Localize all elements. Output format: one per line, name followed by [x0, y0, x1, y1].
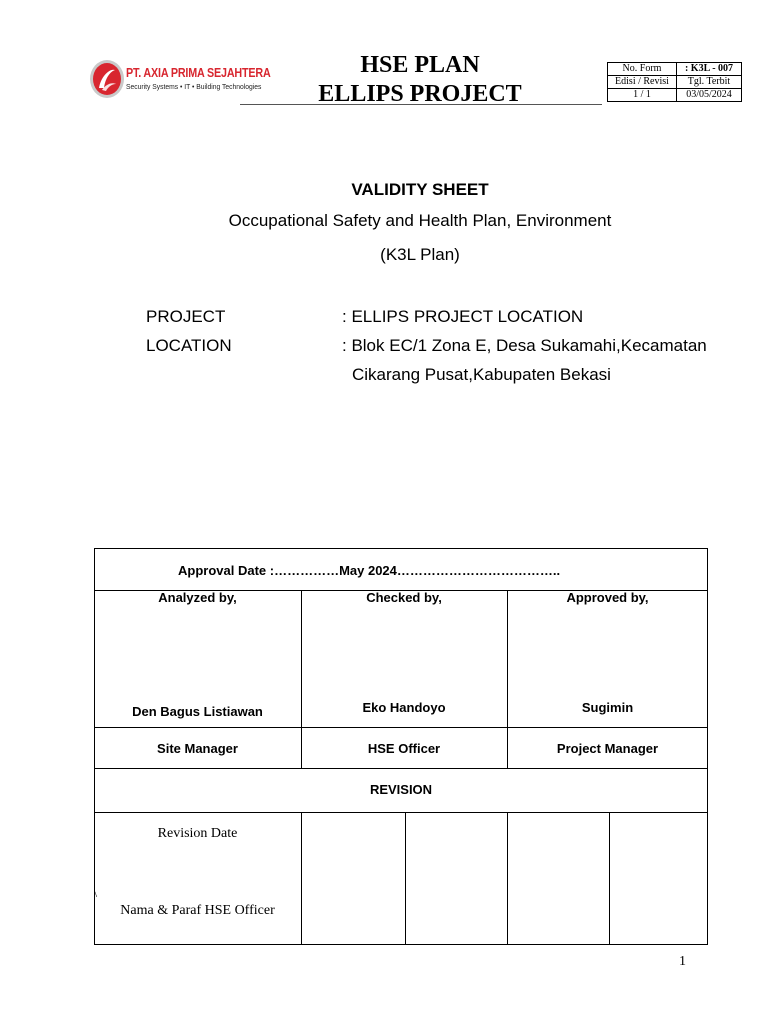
project-title: ELLIPS PROJECT	[318, 81, 522, 107]
col-divider	[301, 812, 302, 944]
col-divider	[405, 812, 406, 944]
form-info-table	[607, 62, 742, 102]
project-label: PROJECT	[146, 307, 226, 326]
company-logo	[88, 58, 271, 104]
form-row-number	[608, 63, 742, 76]
validity-sheet-title: VALIDITY SHEET	[351, 180, 489, 199]
revision-date-label: Revision Date	[157, 826, 238, 841]
analyzed-by-role: Site Manager	[157, 741, 238, 756]
checked-by-role: HSE Officer	[367, 741, 441, 756]
revision-stray-mark: \	[94, 888, 98, 900]
location-value-line2: Cikarang Pusat,Kabupaten Bekasi	[352, 365, 611, 384]
header-divider	[240, 104, 602, 105]
company-name: PT. AXIA PRIMA SEJAHTERA	[126, 66, 271, 80]
approved-by-role: Project Manager	[556, 741, 659, 756]
checked-by-label: Checked by,	[366, 590, 442, 605]
project-value: : ELLIPS PROJECT LOCATION	[342, 307, 584, 326]
page-number: 1	[679, 954, 686, 969]
location-label: LOCATION	[146, 336, 232, 355]
issue-date-label: Tgl. Terbit	[677, 76, 742, 89]
edition-label: Edisi / Revisi	[608, 76, 677, 89]
logo-emblem-icon	[88, 58, 126, 100]
validity-subtitle-abbrev: (K3L Plan)	[380, 245, 460, 264]
revision-officer-label: Nama & Paraf HSE Officer	[120, 903, 275, 918]
approval-table	[94, 548, 708, 945]
col-divider	[609, 812, 610, 944]
row-divider	[94, 727, 708, 728]
approval-date: Approval Date :……………May 2024………………………………..	[178, 563, 561, 578]
analyzed-by-label: Analyzed by,	[158, 590, 237, 605]
row-divider	[94, 768, 708, 769]
edition-value: 1 / 1	[608, 89, 677, 102]
form-number-label: No. Form	[608, 63, 677, 76]
form-row-values	[608, 89, 742, 102]
col-divider	[507, 812, 508, 944]
revision-heading: REVISION	[369, 782, 433, 797]
form-number-value: : K3L - 007	[677, 63, 742, 76]
company-tagline: Security Systems • IT • Building Technologies	[126, 82, 262, 91]
form-row-labels	[608, 76, 742, 89]
approved-by-label: Approved by,	[566, 590, 649, 605]
document-title: HSE PLAN	[360, 52, 480, 78]
approved-by-name: Sugimin	[581, 700, 634, 715]
row-divider	[94, 812, 708, 813]
validity-subtitle: Occupational Safety and Health Plan, Environment	[228, 211, 612, 230]
checked-by-name: Eko Handoyo	[362, 700, 446, 715]
analyzed-by-name: Den Bagus Listiawan	[132, 704, 263, 719]
location-value-line1: : Blok EC/1 Zona E, Desa Sukamahi,Kecamatan	[342, 336, 707, 355]
issue-date-value: 03/05/2024	[677, 89, 742, 102]
